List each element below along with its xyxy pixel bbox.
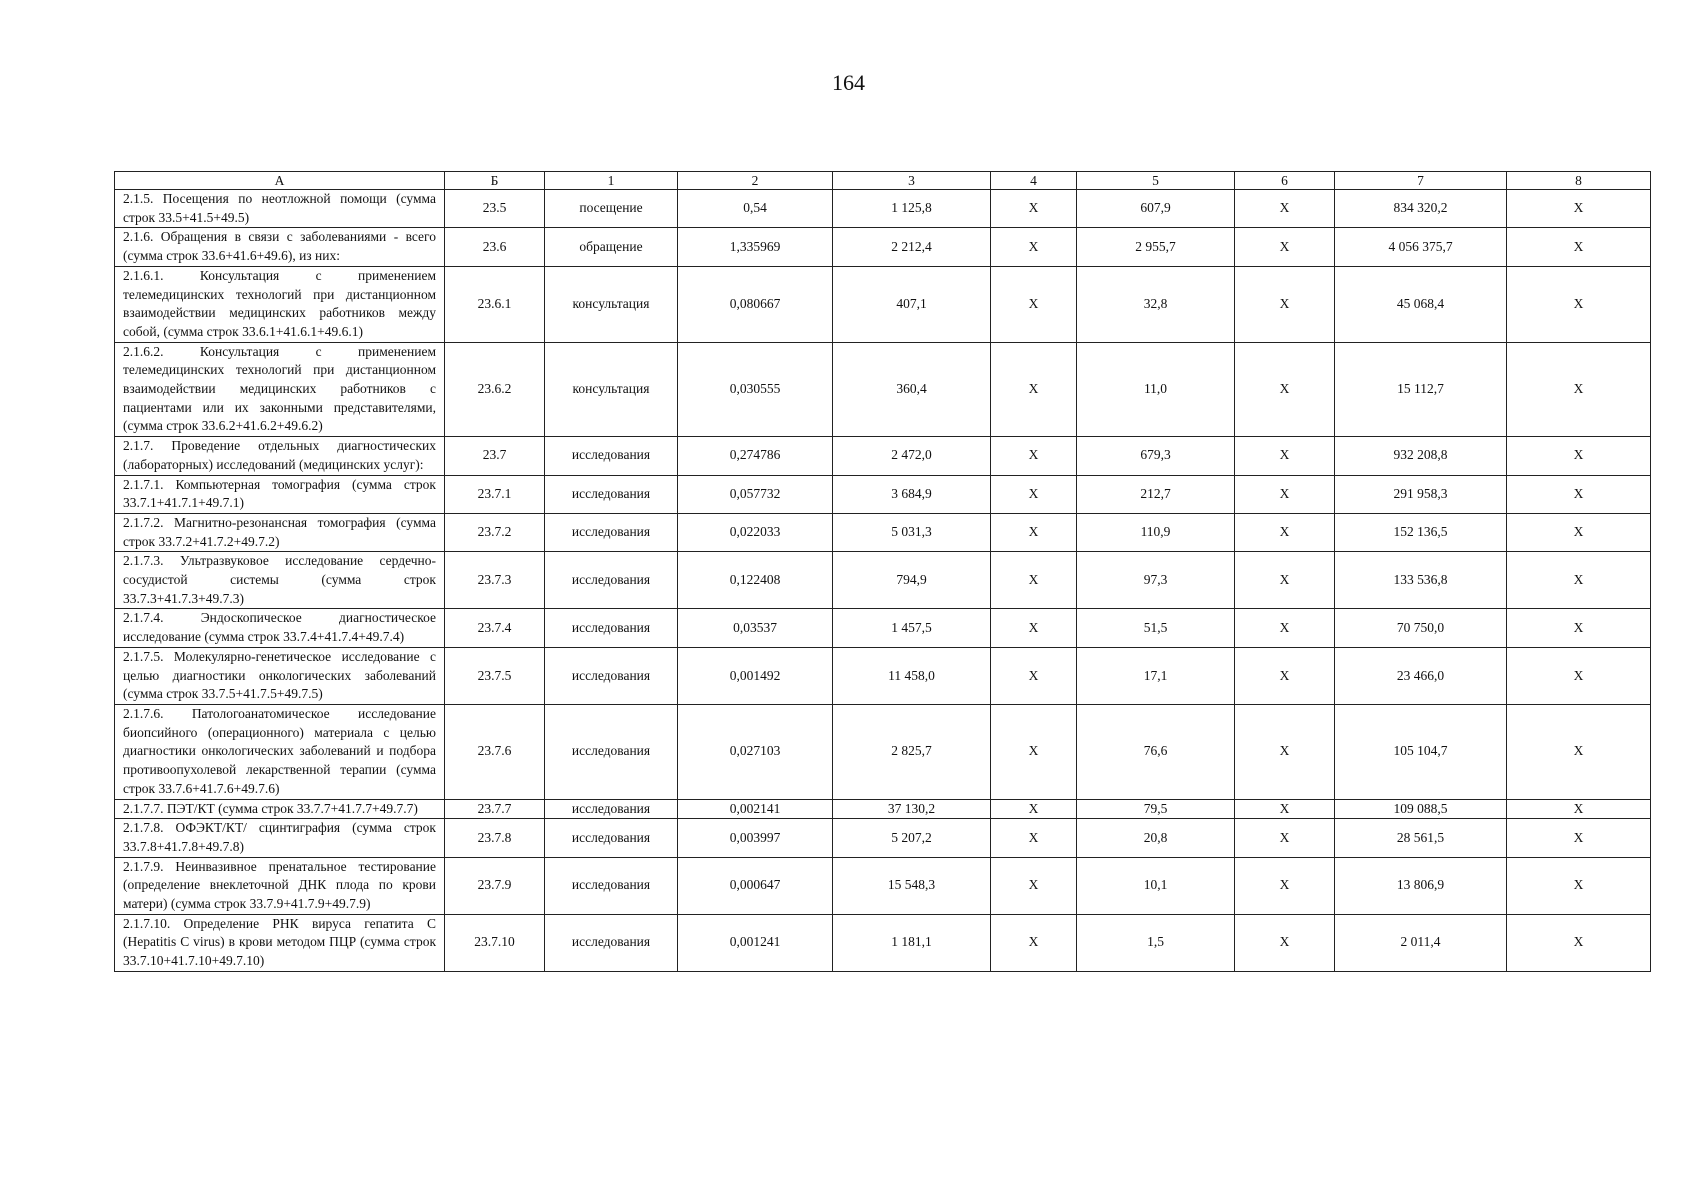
row-col-7: 23 466,0: [1335, 647, 1507, 704]
row-col-3: 5 031,3: [833, 513, 991, 551]
row-line-code: 23.7.4: [445, 609, 545, 647]
row-col-4: Х: [991, 437, 1077, 475]
row-col-6: Х: [1235, 190, 1335, 228]
row-col-5: 76,6: [1077, 704, 1235, 799]
table-row: [115, 799, 1651, 819]
row-col-5: 212,7: [1077, 475, 1235, 513]
row-col-7: 133 536,8: [1335, 552, 1507, 609]
header-cell-2: 2: [678, 172, 833, 190]
row-unit: обращение: [545, 228, 678, 266]
row-description: 2.1.7.8. ОФЭКТ/КТ/ сцинтиграфия (сумма строк 33.7.8+41.7.8+49.7.8): [115, 819, 445, 857]
row-col-4: Х: [991, 513, 1077, 551]
row-unit: исследования: [545, 552, 678, 609]
row-description: 2.1.6.2. Консультация с применением телемедицинских технологий при дистанционном взаимодействии медицинских работников с пациентами или их законными представителями, (сумма строк 33.6.2+41.6.2+49.6.2): [115, 342, 445, 437]
table-row: [115, 475, 1651, 513]
row-col-7: 2 011,4: [1335, 914, 1507, 971]
row-col-3: 3 684,9: [833, 475, 991, 513]
row-col-8: Х: [1507, 475, 1651, 513]
row-col-4: Х: [991, 914, 1077, 971]
row-col-7: 13 806,9: [1335, 857, 1507, 914]
header-cell-3: 3: [833, 172, 991, 190]
row-col-6: Х: [1235, 914, 1335, 971]
row-col-6: Х: [1235, 513, 1335, 551]
row-col-6: Х: [1235, 819, 1335, 857]
row-col-2: 0,022033: [678, 513, 833, 551]
header-cell-7: 7: [1335, 172, 1507, 190]
row-col-7: 4 056 375,7: [1335, 228, 1507, 266]
table-row: [115, 266, 1651, 342]
row-col-8: Х: [1507, 857, 1651, 914]
row-description: 2.1.6.1. Консультация с применением телемедицинских технологий при дистанционном взаимодействии медицинских работников между собой, (сумма строк 33.6.1+41.6.1+49.6.1): [115, 266, 445, 342]
row-col-8: Х: [1507, 914, 1651, 971]
header-row: [115, 172, 1651, 190]
row-col-6: Х: [1235, 228, 1335, 266]
row-unit: посещение: [545, 190, 678, 228]
row-line-code: 23.7.5: [445, 647, 545, 704]
table-row: [115, 513, 1651, 551]
row-unit: исследования: [545, 437, 678, 475]
row-col-5: 32,8: [1077, 266, 1235, 342]
row-col-7: 109 088,5: [1335, 799, 1507, 819]
table-row: [115, 609, 1651, 647]
row-col-2: 0,000647: [678, 857, 833, 914]
row-col-6: Х: [1235, 437, 1335, 475]
row-col-6: Х: [1235, 552, 1335, 609]
row-description: 2.1.7.9. Неинвазивное пренатальное тестирование (определение внеклеточной ДНК плода по крови матери) (сумма строк 33.7.9+41.7.9+49.7.9): [115, 857, 445, 914]
row-col-2: 0,001241: [678, 914, 833, 971]
row-col-8: Х: [1507, 228, 1651, 266]
row-col-2: 0,54: [678, 190, 833, 228]
row-col-3: 407,1: [833, 266, 991, 342]
row-col-6: Х: [1235, 857, 1335, 914]
row-col-8: Х: [1507, 190, 1651, 228]
row-col-7: 45 068,4: [1335, 266, 1507, 342]
table-row: [115, 819, 1651, 857]
row-col-3: 1 181,1: [833, 914, 991, 971]
row-line-code: 23.7.7: [445, 799, 545, 819]
table-row: [115, 914, 1651, 971]
row-col-5: 17,1: [1077, 647, 1235, 704]
row-col-8: Х: [1507, 609, 1651, 647]
row-col-8: Х: [1507, 342, 1651, 437]
header-cell-1: 1: [545, 172, 678, 190]
row-col-7: 105 104,7: [1335, 704, 1507, 799]
table-row: [115, 228, 1651, 266]
row-unit: исследования: [545, 647, 678, 704]
row-description: 2.1.5. Посещения по неотложной помощи (сумма строк 33.5+41.5+49.5): [115, 190, 445, 228]
row-col-2: 0,027103: [678, 704, 833, 799]
row-col-5: 10,1: [1077, 857, 1235, 914]
row-col-2: 0,001492: [678, 647, 833, 704]
row-col-2: 0,057732: [678, 475, 833, 513]
header-cell-a: А: [115, 172, 445, 190]
row-col-7: 834 320,2: [1335, 190, 1507, 228]
row-col-2: 0,03537: [678, 609, 833, 647]
header-cell-5: 5: [1077, 172, 1235, 190]
row-unit: исследования: [545, 799, 678, 819]
row-line-code: 23.6.2: [445, 342, 545, 437]
row-description: 2.1.7.2. Магнитно-резонансная томография (сумма строк 33.7.2+41.7.2+49.7.2): [115, 513, 445, 551]
row-line-code: 23.7.2: [445, 513, 545, 551]
row-col-3: 37 130,2: [833, 799, 991, 819]
row-description: 2.1.7.4. Эндоскопическое диагностическое исследование (сумма строк 33.7.4+41.7.4+49.7.4): [115, 609, 445, 647]
row-col-8: Х: [1507, 552, 1651, 609]
row-col-8: Х: [1507, 799, 1651, 819]
table-row: [115, 552, 1651, 609]
row-col-8: Х: [1507, 819, 1651, 857]
row-col-2: 0,003997: [678, 819, 833, 857]
row-col-2: 0,080667: [678, 266, 833, 342]
row-col-3: 5 207,2: [833, 819, 991, 857]
table-row: [115, 342, 1651, 437]
table-row: [115, 437, 1651, 475]
row-col-3: 15 548,3: [833, 857, 991, 914]
row-line-code: 23.7: [445, 437, 545, 475]
header-cell-b: Б: [445, 172, 545, 190]
page-number: 164: [832, 70, 865, 95]
table-row: [115, 190, 1651, 228]
row-col-5: 51,5: [1077, 609, 1235, 647]
row-unit: исследования: [545, 819, 678, 857]
row-unit: исследования: [545, 513, 678, 551]
row-col-3: 1 457,5: [833, 609, 991, 647]
row-unit: консультация: [545, 342, 678, 437]
row-col-5: 1,5: [1077, 914, 1235, 971]
header-cell-6: 6: [1235, 172, 1335, 190]
row-col-5: 607,9: [1077, 190, 1235, 228]
row-col-4: Х: [991, 190, 1077, 228]
row-col-4: Х: [991, 228, 1077, 266]
row-col-8: Х: [1507, 704, 1651, 799]
row-unit: исследования: [545, 857, 678, 914]
row-col-4: Х: [991, 475, 1077, 513]
row-line-code: 23.7.3: [445, 552, 545, 609]
row-col-5: 2 955,7: [1077, 228, 1235, 266]
row-col-6: Х: [1235, 799, 1335, 819]
table-row: [115, 647, 1651, 704]
row-col-7: 932 208,8: [1335, 437, 1507, 475]
row-col-4: Х: [991, 647, 1077, 704]
row-line-code: 23.7.10: [445, 914, 545, 971]
row-col-2: 0,030555: [678, 342, 833, 437]
row-description: 2.1.7.7. ПЭТ/КТ (сумма строк 33.7.7+41.7.7+49.7.7): [115, 799, 445, 819]
row-line-code: 23.7.9: [445, 857, 545, 914]
row-col-7: 291 958,3: [1335, 475, 1507, 513]
row-description: 2.1.7.5. Молекулярно-генетическое исследование с целью диагностики онкологических заболеваний (сумма строк 33.7.5+41.7.5+49.7.5): [115, 647, 445, 704]
row-col-6: Х: [1235, 609, 1335, 647]
row-col-5: 79,5: [1077, 799, 1235, 819]
row-col-2: 1,335969: [678, 228, 833, 266]
row-unit: консультация: [545, 266, 678, 342]
row-col-6: Х: [1235, 266, 1335, 342]
row-col-8: Х: [1507, 647, 1651, 704]
table-body: [115, 190, 1651, 972]
row-line-code: 23.5: [445, 190, 545, 228]
header-cell-8: 8: [1507, 172, 1651, 190]
row-col-7: 152 136,5: [1335, 513, 1507, 551]
row-description: 2.1.7.6. Патологоанатомическое исследование биопсийного (операционного) материала с целью диагностики онкологических заболеваний и подбора противоопухолевой лекарственной терапии (сумма строк 33.7.6+41.7.6+49.7.6): [115, 704, 445, 799]
row-col-2: 0,002141: [678, 799, 833, 819]
row-unit: исследования: [545, 704, 678, 799]
row-col-3: 2 825,7: [833, 704, 991, 799]
table-header: [115, 172, 1651, 190]
row-description: 2.1.7.3. Ультразвуковое исследование сердечно-сосудистой системы (сумма строк 33.7.3+41.7.3+49.7.3): [115, 552, 445, 609]
row-col-5: 11,0: [1077, 342, 1235, 437]
row-unit: исследования: [545, 914, 678, 971]
row-col-6: Х: [1235, 704, 1335, 799]
row-col-4: Х: [991, 609, 1077, 647]
row-col-7: 15 112,7: [1335, 342, 1507, 437]
row-unit: исследования: [545, 609, 678, 647]
row-line-code: 23.7.6: [445, 704, 545, 799]
row-col-8: Х: [1507, 513, 1651, 551]
row-col-4: Х: [991, 266, 1077, 342]
row-description: 2.1.7.10. Определение РНК вируса гепатита С (Hepatitis C virus) в крови методом ПЦР (сумма строк 33.7.10+41.7.10+49.7.10): [115, 914, 445, 971]
row-col-3: 11 458,0: [833, 647, 991, 704]
row-col-4: Х: [991, 819, 1077, 857]
row-col-3: 1 125,8: [833, 190, 991, 228]
row-line-code: 23.6.1: [445, 266, 545, 342]
row-col-5: 97,3: [1077, 552, 1235, 609]
row-col-5: 110,9: [1077, 513, 1235, 551]
row-col-3: 2 472,0: [833, 437, 991, 475]
row-col-3: 360,4: [833, 342, 991, 437]
row-col-7: 70 750,0: [1335, 609, 1507, 647]
row-description: 2.1.6. Обращения в связи с заболеваниями - всего (сумма строк 33.6+41.6+49.6), из них:: [115, 228, 445, 266]
row-line-code: 23.6: [445, 228, 545, 266]
row-col-4: Х: [991, 857, 1077, 914]
row-col-8: Х: [1507, 437, 1651, 475]
row-col-7: 28 561,5: [1335, 819, 1507, 857]
row-col-4: Х: [991, 552, 1077, 609]
row-unit: исследования: [545, 475, 678, 513]
row-col-8: Х: [1507, 266, 1651, 342]
table-row: [115, 857, 1651, 914]
row-col-2: 0,274786: [678, 437, 833, 475]
row-col-4: Х: [991, 799, 1077, 819]
data-table: [114, 171, 1651, 972]
row-line-code: 23.7.8: [445, 819, 545, 857]
row-col-6: Х: [1235, 342, 1335, 437]
row-col-4: Х: [991, 342, 1077, 437]
table-row: [115, 704, 1651, 799]
row-col-2: 0,122408: [678, 552, 833, 609]
row-col-6: Х: [1235, 647, 1335, 704]
row-description: 2.1.7.1. Компьютерная томография (сумма строк 33.7.1+41.7.1+49.7.1): [115, 475, 445, 513]
row-col-5: 679,3: [1077, 437, 1235, 475]
row-col-4: Х: [991, 704, 1077, 799]
row-line-code: 23.7.1: [445, 475, 545, 513]
header-cell-4: 4: [991, 172, 1077, 190]
row-col-3: 794,9: [833, 552, 991, 609]
row-col-5: 20,8: [1077, 819, 1235, 857]
row-col-6: Х: [1235, 475, 1335, 513]
row-description: 2.1.7. Проведение отдельных диагностических (лабораторных) исследований (медицинских услуг):: [115, 437, 445, 475]
row-col-3: 2 212,4: [833, 228, 991, 266]
